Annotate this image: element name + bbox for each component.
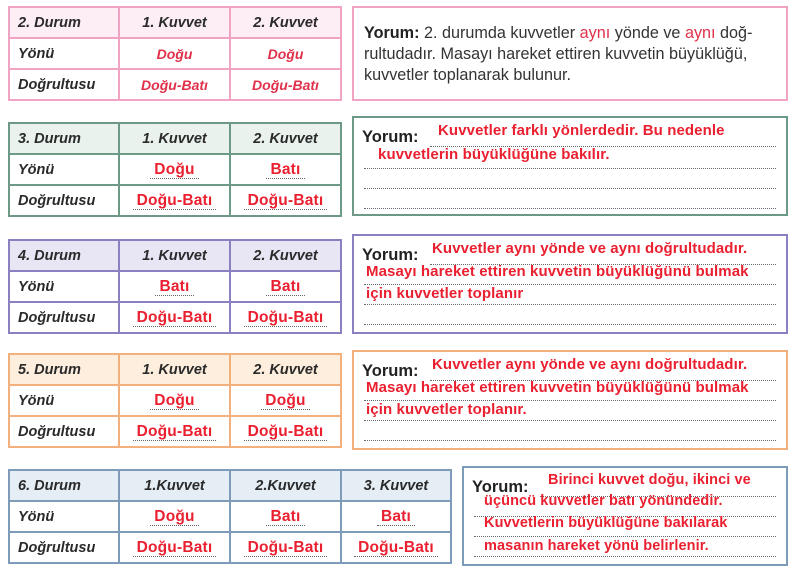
force-1-dogrultu: Doğu-Batı (133, 423, 217, 441)
handwritten-line-1: Kuvvetler aynı yönde ve aynı doğrultudadır. (432, 356, 748, 373)
durum-6-table (8, 469, 452, 564)
force-2-dogrultu: Doğu-Batı (230, 69, 341, 100)
dogrultu-label: Doğrultusu (9, 185, 119, 216)
force-1-header: 1. Kuvvet (119, 354, 230, 385)
force-1-yon: Doğu (150, 508, 198, 526)
answer-line (364, 188, 776, 189)
answer-line (474, 536, 776, 537)
durum-5-table (8, 353, 342, 448)
answer-line (364, 208, 776, 209)
force-2-yon: Batı (266, 161, 304, 179)
handwritten-line-2: Masayı hareket ettiren kuvvetin büyüklüğünü bulmak (366, 379, 749, 396)
answer-line (474, 556, 776, 557)
yorum-label: Yorum: (472, 478, 529, 496)
force-2-dogrultu: Doğu-Batı (244, 539, 328, 557)
durum-2-table (8, 6, 342, 101)
force-1-dogrultu: Doğu-Batı (133, 192, 217, 210)
answer-line (364, 420, 776, 421)
dogrultu-label: Doğrultusu (9, 69, 119, 100)
force-2-dogrultu: Doğu-Batı (244, 309, 328, 327)
force-2-dogrultu: Doğu-Batı (244, 423, 328, 441)
force-2-yon: Doğu (261, 392, 309, 410)
yon-label: Yönü (9, 385, 119, 416)
yorum-box-3 (352, 116, 788, 216)
force-2-dogrultu: Doğu-Batı (244, 192, 328, 210)
durum-3-table (8, 122, 342, 217)
dogrultu-label: Doğrultusu (9, 302, 119, 333)
handwritten-line-1: Kuvvetler farklı yönlerdedir. Bu nedenle (438, 122, 725, 139)
handwritten-line-1: Kuvvetler aynı yönde ve aynı doğrultudadır. (432, 240, 748, 257)
yorum-label: Yorum: (362, 362, 419, 380)
force-1-yon: Doğu (150, 392, 198, 410)
yorum-label: Yorum: (364, 24, 420, 42)
answer-line (364, 304, 776, 305)
answer-line (364, 440, 776, 441)
force-1-header: 1. Kuvvet (119, 7, 230, 38)
force-1-header: 1. Kuvvet (119, 240, 230, 271)
yorum-box-6 (462, 466, 788, 566)
force-3-header: 3. Kuvvet (341, 470, 451, 501)
force-1-dogrultu: Doğu-Batı (133, 539, 217, 557)
yon-label: Yönü (9, 501, 119, 532)
handwritten-line-1: Birinci kuvvet doğu, ikinci ve (548, 472, 751, 488)
answer-line (364, 324, 776, 325)
handwritten-line-2: üçüncü kuvvetler batı yönündedir. (484, 493, 723, 509)
handwritten-line-3: için kuvvetler toplanır. (366, 401, 527, 418)
force-1-dogrultu: Doğu-Batı (133, 309, 217, 327)
durum-label: 2. Durum (9, 7, 119, 38)
handwritten-line-3: Kuvvetlerin büyüklüğüne bakılarak (484, 515, 728, 531)
durum-label: 4. Durum (9, 240, 119, 271)
yon-label: Yönü (9, 271, 119, 302)
force-2-yon: Batı (266, 278, 304, 296)
yorum-label: Yorum: (362, 128, 419, 146)
force-2-yon: Batı (266, 508, 304, 526)
force-2-header: 2. Kuvvet (230, 7, 341, 38)
handwritten-line-2: kuvvetlerin büyüklüğüne bakılır. (378, 146, 610, 163)
force-3-yon: Batı (377, 508, 415, 526)
handwritten-line-2: Masayı hareket ettiren kuvvetin büyüklüğünü bulmak (366, 263, 749, 280)
durum-label: 3. Durum (9, 123, 119, 154)
yon-label: Yönü (9, 38, 119, 69)
handwritten-line-4: masanın hareket yönü belirlenir. (484, 538, 709, 554)
force-3-dogrultu: Doğu-Batı (354, 539, 438, 557)
yorum-box-5 (352, 350, 788, 450)
force-2-header: 2. Kuvvet (230, 240, 341, 271)
force-1-yon: Doğu (119, 38, 230, 69)
durum-label: 5. Durum (9, 354, 119, 385)
durum-4-table (8, 239, 342, 334)
dogrultu-label: Doğrultusu (9, 416, 119, 447)
durum-label: 6. Durum (9, 470, 119, 501)
yorum-text-2: Yorum: 2. durumda kuvvetler aynı yönde ve aynı doğ- rultudadır. Masayı hareket ettiren kuvvetin büyüklüğü, kuvvetler toplanarak bulunur. (364, 24, 753, 84)
force-1-dogrultu: Doğu-Batı (119, 69, 230, 100)
answer-line (364, 168, 776, 169)
force-1-yon: Batı (155, 278, 193, 296)
force-2-header: 2. Kuvvet (230, 123, 341, 154)
force-2-header: 2. Kuvvet (230, 354, 341, 385)
yorum-box-2 (352, 6, 788, 101)
force-1-header: 1.Kuvvet (119, 470, 230, 501)
force-1-header: 1. Kuvvet (119, 123, 230, 154)
yorum-box-4 (352, 234, 788, 334)
force-2-yon: Doğu (230, 38, 341, 69)
dogrultu-label: Doğrultusu (9, 532, 119, 563)
handwritten-line-3: için kuvvetler toplanır (366, 285, 524, 302)
force-2-header: 2.Kuvvet (230, 470, 341, 501)
yorum-label: Yorum: (362, 246, 419, 264)
force-1-yon: Doğu (150, 161, 198, 179)
yon-label: Yönü (9, 154, 119, 185)
